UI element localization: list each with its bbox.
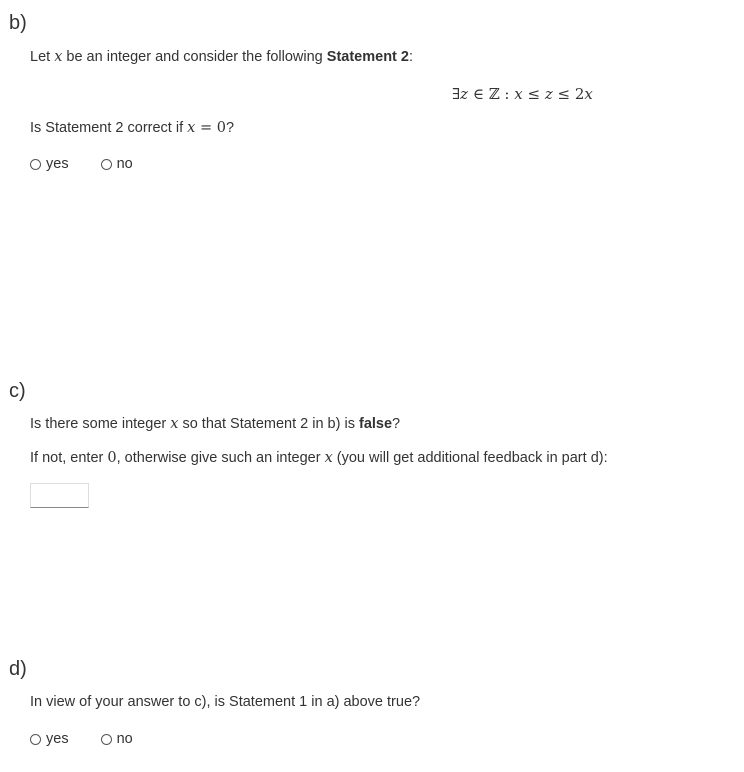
part-d-question: In view of your answer to c), is Statement 1 in a) above true? [30,694,421,710]
part-d-radio-group [30,731,165,747]
part-b-radio-group [30,156,165,172]
part-c-label: c) [9,380,26,402]
part-b-label: b) [9,12,27,34]
part-b-question: Is Statement 2 correct if x = 0? [30,120,235,136]
radio-circle-icon[interactable] [101,159,112,170]
part-b-intro: Let x be an integer and consider the following Statement 2: [30,49,414,65]
radio-circle-icon[interactable] [30,734,41,745]
part-b-radio-yes[interactable]: yes [30,156,69,172]
part-c-question-2: If not, enter 0, otherwise give such an integer x (you will get additional feedback in part d): [30,450,608,466]
part-c-question-1: Is there some integer x so that Statement 2 in b) is false? [30,416,401,432]
part-c-answer-field[interactable] [30,483,89,508]
statement-2-formula: ∃z ∈ ℤ : x ≤ z ≤ 2x [452,85,593,103]
radio-circle-icon[interactable] [30,159,41,170]
part-b-radio-no[interactable]: no [101,156,133,172]
part-d-label: d) [9,658,27,680]
part-c-answer-input[interactable] [31,484,88,507]
radio-circle-icon[interactable] [101,734,112,745]
part-d-radio-no[interactable]: no [101,731,133,747]
part-d-radio-yes[interactable]: yes [30,731,69,747]
